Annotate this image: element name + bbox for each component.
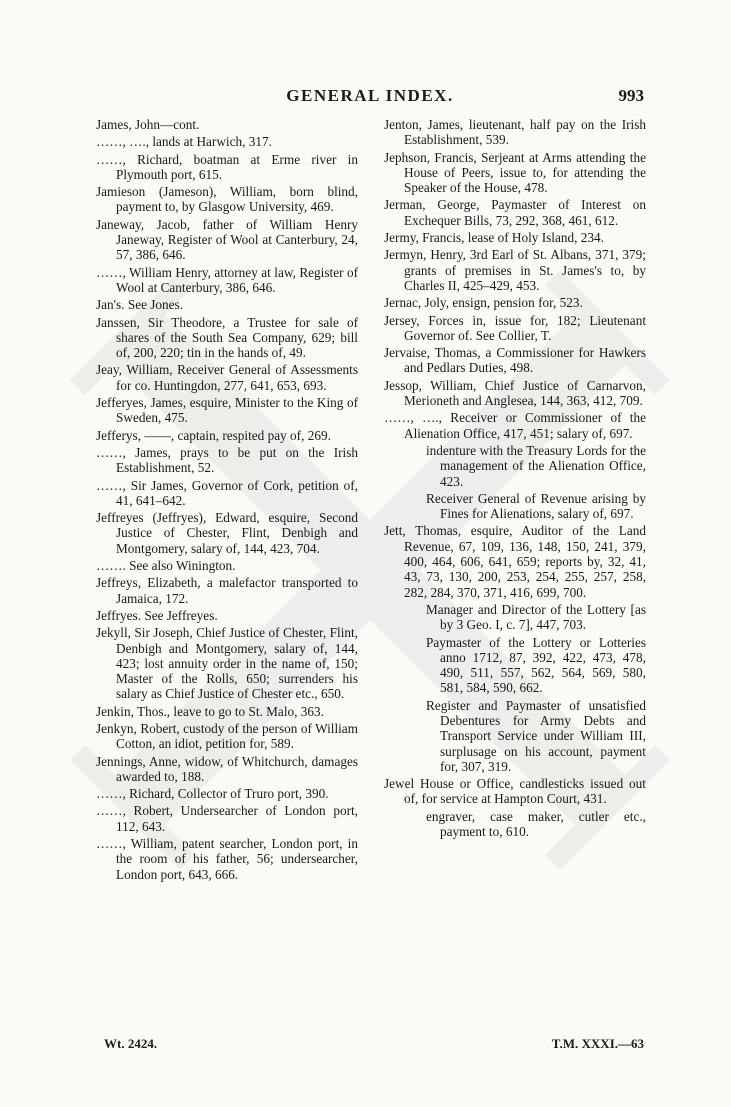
index-entry: Jermy, Francis, lease of Holy Island, 234. [384, 230, 604, 246]
index-entry: ……, William, patent searcher, London port, in the room of his father, 56; undersearcher, London port, 643, 666. [96, 836, 358, 882]
index-entry: ……, William Henry, attorney at law, Register of Wool at Canterbury, 386, 646. [96, 264, 358, 295]
footer-right: T.M. XXXI.—63 [551, 1036, 644, 1051]
index-entry: Jerman, George, Paymaster of Interest on Exchequer Bills, 73, 292, 368, 461, 612. [384, 197, 646, 228]
index-entry: Jett, Thomas, esquire, Auditor of the Land Revenue, 67, 109, 136, 148, 150, 241, 379, 400, 464, 606, 641, 659; reports by, 32, 41, 43, 73, 130, 200, 253, 254, 255, 257, 258, 282, 284, 370, 371, 416, 699, 700. [384, 523, 646, 600]
index-entry: Jersey, Forces in, issue for, 182; Lieutenant Governor of. See Collier, T. [384, 312, 646, 343]
index-entry: ……, Robert, Undersearcher of London port, 112, 643. [96, 803, 358, 834]
index-entry: ……, Richard, Collector of Truro port, 390. [96, 786, 329, 802]
page-title: GENERAL INDEX. [286, 86, 454, 105]
index-entry: Janssen, Sir Theodore, a Trustee for sale of shares of the South Sea Company, 629; bill of, 200, 220; tin in the hands of, 49. [96, 314, 358, 361]
index-entry: Jenkin, Thos., leave to go to St. Malo, 363. [96, 703, 324, 719]
index-column-left [96, 117, 358, 884]
index-entry: Jefferys, ——, captain, respited pay of, 269. [96, 427, 331, 443]
index-entry: ……, …., Receiver or Commissioner of the Alienation Office, 417, 451; salary of, 697. [384, 410, 646, 441]
index-entry: Jeay, William, Receiver General of Assessments for co. Huntingdon, 277, 641, 653, 693. [96, 362, 358, 393]
index-entry: Jan's. See Jones. [96, 297, 184, 313]
index-entry: ……, Richard, boatman at Erme river in Plymouth port, 615. [96, 151, 358, 182]
index-entry: Jamieson (Jameson), William, born blind, payment to, by Glasgow University, 469. [96, 184, 358, 215]
index-entry: ……, Sir James, Governor of Cork, petition of, 41, 641–642. [96, 477, 358, 508]
index-entry: Paymaster of the Lottery or Lotteries anno 1712, 87, 392, 422, 473, 478, 490, 511, 557, 562, 564, 569, 580, 581, 584, 590, 662. [426, 634, 646, 696]
page-number: 993 [618, 86, 644, 105]
index-entry: Jenton, James, lieutenant, half pay on the Irish Establishment, 539. [384, 117, 646, 148]
index-entry: ……, …., lands at Harwich, 317. [96, 134, 272, 150]
index-entry: James, John—cont. [96, 117, 200, 132]
index-entry: Receiver General of Revenue arising by Fines for Alienations, salary of, 697. [426, 490, 646, 522]
index-entry: Jenkyn, Robert, custody of the person of William Cotton, an idiot, petition for, 589. [96, 720, 358, 752]
index-entry: Jewel House or Office, candlesticks issued out of, for service at Hampton Court, 431. [384, 776, 646, 807]
index-entry: Jefferyes, James, esquire, Minister to the King of Sweden, 475. [96, 395, 358, 426]
index-entry: Manager and Director of the Lottery [as by 3 Geo. I, c. 7], 447, 703. [426, 601, 646, 633]
index-entry: indenture with the Treasury Lords for the management of the Alienation Office, 423. [426, 442, 646, 489]
index-entry: Jessop, William, Chief Justice of Carnarvon, Merioneth and Anglesea, 144, 363, 412, 709. [384, 377, 646, 409]
index-entry: Jeffreyes (Jeffryes), Edward, esquire, Second Justice of Chester, Flint, Denbigh and Montgomery, salary of, 144, 423, 704. [96, 510, 358, 556]
index-entry: Jekyll, Sir Joseph, Chief Justice of Chester, Flint, Denbigh and Montgomery, salary of, 144, 423; lost annuity order in the name of, 150; Master of the Rolls, 650; surrenders his salary as Chief Justice of Chester etc., 650. [96, 625, 358, 702]
index-entry: ……. See also Winington. [96, 558, 236, 574]
index-entry: Register and Paymaster of unsatisfied Debentures for Army Debts and Transport Service under William III, surplusage on his account, payment for, 307, 319. [426, 697, 646, 774]
index-entry: Jervaise, Thomas, a Commissioner for Hawkers and Pedlars Duties, 498. [384, 345, 646, 376]
index-entry: Jennings, Anne, widow, of Whitchurch, damages awarded to, 188. [96, 753, 358, 784]
index-entry: engraver, case maker, cutler etc., payment to, 610. [426, 808, 646, 840]
index-entry: ……, James, prays to be put on the Irish Establishment, 52. [96, 444, 358, 476]
index-entry: Jeffreys, Elizabeth, a malefactor transported to Jamaica, 172. [96, 575, 358, 606]
index-column-right [384, 117, 646, 841]
page-header [96, 86, 644, 108]
index-entry: Janeway, Jacob, father of William Henry Janeway, Register of Wool at Canterbury, 24, 57, 386, 646. [96, 216, 358, 263]
index-entry: Jephson, Francis, Serjeant at Arms attending the House of Peers, issue to, for attending the Speaker of the House, 478. [384, 149, 646, 196]
index-entry: Jernac, Joly, ensign, pension for, 523. [384, 295, 583, 311]
footer-left: Wt. 2424. [104, 1036, 158, 1051]
index-entry: Jeffryes. See Jeffreyes. [96, 607, 218, 623]
index-entry: Jermyn, Henry, 3rd Earl of St. Albans, 371, 379; grants of premises in St. James's to, by Charles II, 425–429, 453. [384, 247, 646, 293]
